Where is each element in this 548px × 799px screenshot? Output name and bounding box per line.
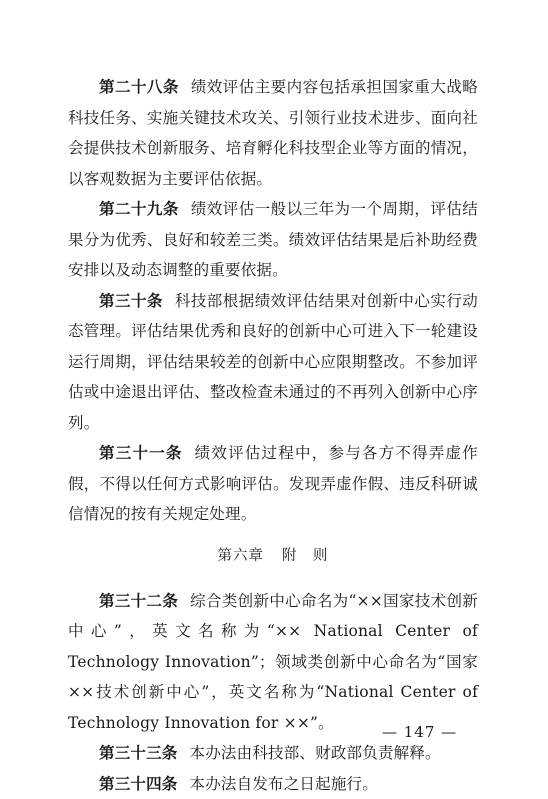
chapter-title: 附 则 — [282, 548, 329, 564]
article-31 — [68, 438, 478, 530]
article-text: 绩效评估一般以三年为一个周期，评估结果分为优秀、良好和较差三类。绩效评估结果是后补助经费安排以及动态调整的重要依据。 — [68, 200, 478, 279]
article-text: 综合类创新中心命名为“××国家技术创新中心”，英文名称为“×× National Center of Technology Innovation”；领域类创新中心命名为“国家××技术创新中心”，英文名称为“National Center of Technology Innovation for ××”。 — [68, 592, 478, 732]
article-number: 第二十八条 — [99, 78, 179, 96]
article-29 — [68, 194, 478, 286]
page-number: — 147 — — [382, 722, 457, 742]
document-page — [68, 72, 478, 799]
article-28 — [68, 72, 478, 194]
article-33 — [68, 738, 478, 769]
article-number: 第三十二条 — [99, 592, 178, 610]
article-text: 科技部根据绩效评估结果对创新中心实行动态管理。评估结果优秀和良好的创新中心可进入下一轮建设运行周期，评估结果较差的创新中心应限期整改。不参加评估或中途退出评估、整改检查未通过的不再列入创新中心序列。 — [68, 292, 478, 432]
article-number: 第三十一条 — [99, 444, 183, 462]
article-30 — [68, 286, 478, 439]
article-text: 绩效评估主要内容包括承担国家重大战略科技任务、实施关键技术攻关、引领行业技术进步、面向社会提供技术创新服务、培育孵化科技型企业等方面的情况，以客观数据为主要评估依据。 — [68, 78, 478, 188]
article-34 — [68, 769, 478, 799]
article-number: 第二十九条 — [99, 200, 179, 218]
article-text: 本办法由科技部、财政部负责解释。 — [190, 744, 441, 762]
article-number: 第三十四条 — [99, 775, 178, 793]
chapter-heading — [68, 542, 478, 570]
chapter-number: 第六章 — [218, 548, 265, 564]
article-number: 第三十三条 — [99, 744, 178, 762]
article-32 — [68, 586, 478, 739]
article-text: 绩效评估过程中，参与各方不得弄虚作假，不得以任何方式影响评估。发现弄虚作假、违反科研诚信情况的按有关规定处理。 — [68, 444, 478, 523]
article-number: 第三十条 — [99, 292, 163, 310]
article-text: 本办法自发布之日起施行。 — [190, 775, 378, 793]
